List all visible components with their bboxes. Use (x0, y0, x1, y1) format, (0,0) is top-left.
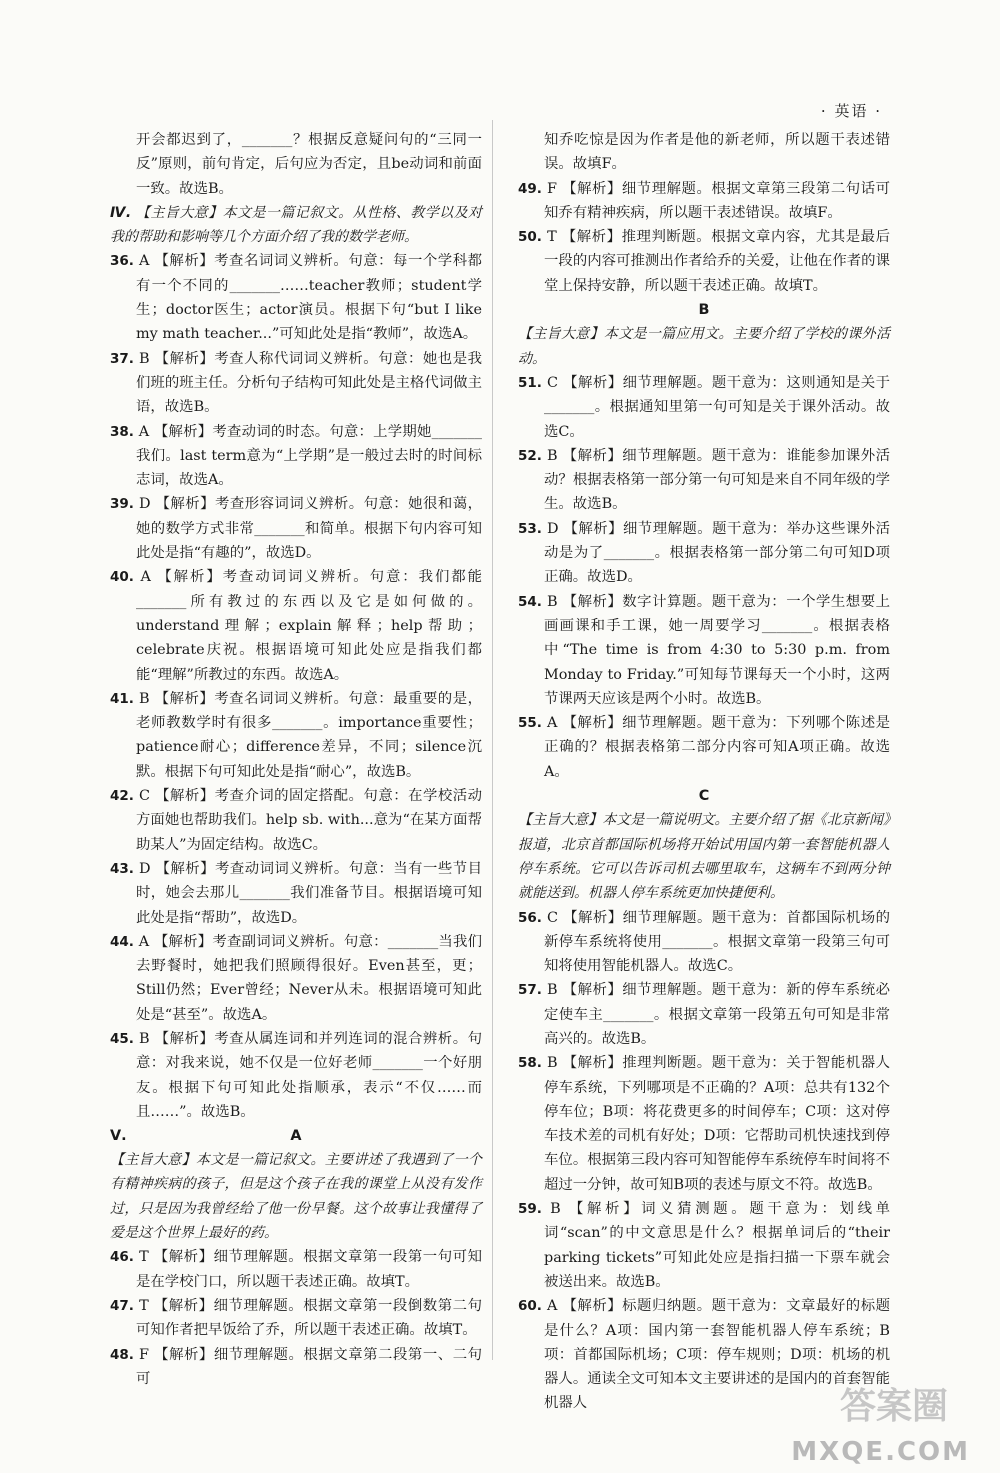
answer-item-36 (110, 249, 482, 346)
answer-number: 36. (110, 253, 134, 270)
answer-text: F 【解析】细节理解题。根据文章第二段第一、二句可 (136, 1346, 483, 1387)
answer-text: D 【解析】考查形容词词义辨析。句意：她很和蔼，她的数学方式非常_______和简单。根据下句内容可知此处是指“有趣的”，故选D。 (136, 496, 482, 562)
answer-text: A 【解析】标题归纳题。题干意为：文章最好的标题是什么？A项：国内第一套智能机器人停车系统；B项：首都国际机场；C项：停车规则；D项：机场的机器人。通读全文可知本文主要讲述的是国内的首套智能机器人 (544, 1298, 890, 1412)
answer-item-56 (518, 906, 890, 979)
left-column (110, 128, 482, 1391)
watermark-url: MXQE.COM (791, 1437, 970, 1467)
answer-text: A 【解析】考查动词词义辨析。句意：我们都能_______所有教过的东西以及它是如何做的。understand理解；explain解释；help帮助；celebrate庆祝。根据语境可知此处应是指我们都能“理解”所教过的东西。故选A。 (136, 569, 482, 683)
answer-text: D 【解析】考查动词词义辨析。句意：当有一些节目时，她会去那儿_______我们准备节目。根据语境可知此处是指“帮助”，故选D。 (136, 860, 482, 926)
answer-item-52 (518, 444, 890, 517)
section-v-number: Ⅴ. (110, 1128, 127, 1145)
answer-number: 50. (518, 229, 542, 246)
answer-text: A 【解析】考查动词的时态。句意：上学期她_______我们。last term意为“上学期”是一般过去时的时间标志词，故选A。 (136, 423, 483, 489)
answer-item-60 (518, 1294, 890, 1415)
answer-text: T 【解析】细节理解题。根据文章第一段第一句可知是在学校门口，所以题干表述正确。故填T。 (136, 1249, 482, 1290)
page-header-subject: · 英语 · (820, 102, 882, 120)
watermark-logo: 答案圈 (839, 1386, 948, 1427)
answer-item-43 (110, 857, 482, 930)
answer-number: 49. (518, 180, 542, 197)
passage-a-main-idea: 【主旨大意】本文是一篇记叙文。主要讲述了我遇到了一个有精神疾病的孩子，但是这个孩子在我的课堂上从没有发作过，只是因为我曾经给了他一份早餐。这个故事让我懂得了爱是这个世界上最好的药。 (110, 1152, 482, 1242)
answer-item-57 (518, 978, 890, 1051)
passage-letter-a: A (290, 1128, 302, 1145)
section-iv-summary (110, 201, 482, 250)
continued-paragraph: 开会都迟到了，_______？根据反意疑问句的“三同一反”原则，前句肯定，后句应为否定，且be动词和前面一致。故选B。 (136, 132, 482, 197)
answer-item-41 (110, 687, 482, 784)
answer-text: B 【解析】考查名词词义辨析。句意：最重要的是，老师教数学时有很多_______。importance重要性；patience耐心；difference差异，不同；silence沉默。根据下句可知此处是指“耐心”，故选B。 (136, 690, 482, 780)
answer-number: 51. (518, 374, 542, 391)
answer-item-38 (110, 420, 482, 493)
answer-text: A 【解析】考查副词词义辨析。句意：_______当我们去野餐时，她把我们照顾得很好。Even甚至，更；Still仍然；Ever曾经；Never从未。根据语境可知此处是“甚至”。故选A。 (136, 933, 483, 1023)
answer-number: 52. (518, 447, 542, 464)
passage-letter-c: C (698, 788, 710, 805)
answer-text: C 【解析】细节理解题。题干意为：这则通知是关于_______。根据通知里第一句可知是关于课外活动。故选C。 (544, 374, 891, 440)
answer-item-46 (110, 1245, 482, 1294)
answer-text: T 【解析】推理判断题。根据文章内容，尤其是最后一段的内容可推测出作者给乔的关爱，让他在作者的课堂上保持安静，所以题干表述正确。故填T。 (544, 229, 890, 294)
answer-number: 44. (110, 933, 134, 950)
answer-text: B 【解析】考查人称代词词义辨析。句意：她也是我们班的班主任。分析句子结构可知此处是主格代词做主语，故选B。 (136, 350, 482, 416)
answer-item-53 (518, 517, 890, 590)
answer-item-49 (518, 177, 890, 226)
answer-number: 54. (518, 593, 542, 610)
answer-number: 43. (110, 860, 134, 877)
answer-text: A 【解析】细节理解题。题干意为：下列哪个陈述是正确的？根据表格第二部分内容可知A项正确。故选A。 (544, 715, 890, 780)
section-iv-main-idea: 【主旨大意】本文是一篇记叙文。从性格、教学以及对我的帮助和影响等几个方面介绍了我的数学老师。 (110, 204, 483, 246)
answer-text: B 【解析】推理判断题。题干意为：关于智能机器人停车系统，下列哪项是不正确的？A项：总共有132个停车位；B项：将花费更多的时间停车；C项：这对停车技术差的司机有好处；D项：它帮助司机快速找到停车位。根据第三段内容可知智能停车系统停车时间将不超过一分钟，故可知B项的表述与原文不符。故选B。 (544, 1055, 890, 1193)
column-divider (492, 120, 493, 1360)
right-column (518, 128, 890, 1416)
answer-text: C 【解析】考查介词的固定搭配。句意：在学校活动方面她也帮助我们。help sb. with...意为“在某方面帮助某人”为固定结构。故选C。 (136, 788, 483, 853)
passage-c-main-idea: 【主旨大意】本文是一篇说明文。主要介绍了据《北京新闻》报道，北京首都国际机场将开始试用国内第一套智能机器人停车系统。它可以告诉司机去哪里取车，这辆车不到两分钟就能送到。机器人停车系统更加快捷便利。 (518, 812, 890, 902)
continued-paragraph: 知乔吃惊是因为作者是他的新老师，所以题干表述错误。故填F。 (544, 132, 890, 173)
answer-number: 59. (518, 1201, 542, 1218)
answer-item-51 (518, 371, 890, 444)
answer-text: B 【解析】细节理解题。题干意为：新的停车系统必定使车主_______。根据文章第一段第五句可知是非常高兴的。故选B。 (544, 982, 890, 1047)
answer-item-45 (110, 1027, 482, 1124)
answer-number: 46. (110, 1249, 134, 1266)
answer-number: 48. (110, 1346, 134, 1363)
answer-number: 47. (110, 1297, 134, 1314)
answer-item-55 (518, 711, 890, 784)
answer-text: D 【解析】细节理解题。题干意为：举办这些课外活动是为了_______。根据表格第一部分第二句可知D项正确。故选D。 (544, 520, 890, 586)
answer-number: 42. (110, 788, 134, 805)
section-v-heading (110, 1124, 482, 1148)
answer-number: 38. (110, 423, 134, 440)
passage-b-main-idea: 【主旨大意】本文是一篇应用文。主要介绍了学校的课外活动。 (518, 326, 890, 367)
answer-number: 58. (518, 1055, 542, 1072)
answer-number: 53. (518, 520, 542, 537)
answer-text: C 【解析】细节理解题。题干意为：首都国际机场的新停车系统将使用_______。根据文章第一段第三句可知将使用智能机器人。故选C。 (544, 909, 891, 975)
answer-item-40 (110, 565, 482, 686)
answer-text: B 【解析】考查从属连词和并列连词的混合辨析。句意：对我来说，她不仅是一位好老师_______一个好朋友。根据下句可知此处指顺承，表示“不仅……而且……”。故选B。 (136, 1030, 482, 1120)
answer-number: 41. (110, 690, 134, 707)
answer-item-58 (518, 1051, 890, 1197)
answer-item-39 (110, 492, 482, 565)
passage-letter-b: B (698, 302, 710, 319)
answer-number: 37. (110, 350, 134, 367)
answer-text: F 【解析】细节理解题。根据文章第三段第二句话可知乔有精神疾病，所以题干表述错误。故填F。 (544, 180, 891, 221)
answer-item-37 (110, 347, 482, 420)
answer-item-48 (110, 1343, 482, 1392)
answer-item-47 (110, 1294, 482, 1343)
answer-number: 56. (518, 909, 542, 926)
answer-item-50 (518, 225, 890, 298)
answer-number: 55. (518, 715, 542, 732)
answer-number: 39. (110, 496, 134, 513)
section-iv-number: Ⅳ. (110, 204, 132, 221)
answer-number: 45. (110, 1030, 134, 1047)
answer-item-42 (110, 784, 482, 857)
answer-text: B 【解析】数字计算题。题干意为：一个学生想要上画画课和手工课，她一周要学习_______。根据表格中“The time is from 4:30 to 5:30 p.m. from Monday to Friday.”可知每节课每天一个小时，这两节课两天应该是两个小时。故选B。 (544, 593, 890, 707)
answer-text: A 【解析】考查名词词义辨析。句意：每一个学科都有一个不同的_______……teacher教师；student学生；doctor医生；actor演员。根据下句“but I like my math teacher...”可知此处是指“教师”，故选A。 (136, 253, 482, 343)
answer-text: B 【解析】词义猜测题。题干意为：划线单词“scan”的中文意思是什么？根据单词后的“their parking tickets”可知此处应是指扫描一下票车就会被送出来。故选B。 (544, 1201, 891, 1290)
answer-text: B 【解析】细节理解题。题干意为：谁能参加课外活动？根据表格第一部分第一句可知是来自不同年级的学生。故选B。 (544, 447, 890, 513)
answer-item-59 (518, 1197, 890, 1294)
answer-number: 57. (518, 982, 542, 999)
answer-number: 60. (518, 1298, 542, 1315)
answer-text: T 【解析】细节理解题。根据文章第一段倒数第二句可知作者把早饭给了乔，所以题干表述正确。故填T。 (136, 1297, 482, 1339)
answer-item-54 (518, 590, 890, 711)
answer-item-44 (110, 930, 482, 1027)
answer-number: 40. (110, 569, 134, 586)
